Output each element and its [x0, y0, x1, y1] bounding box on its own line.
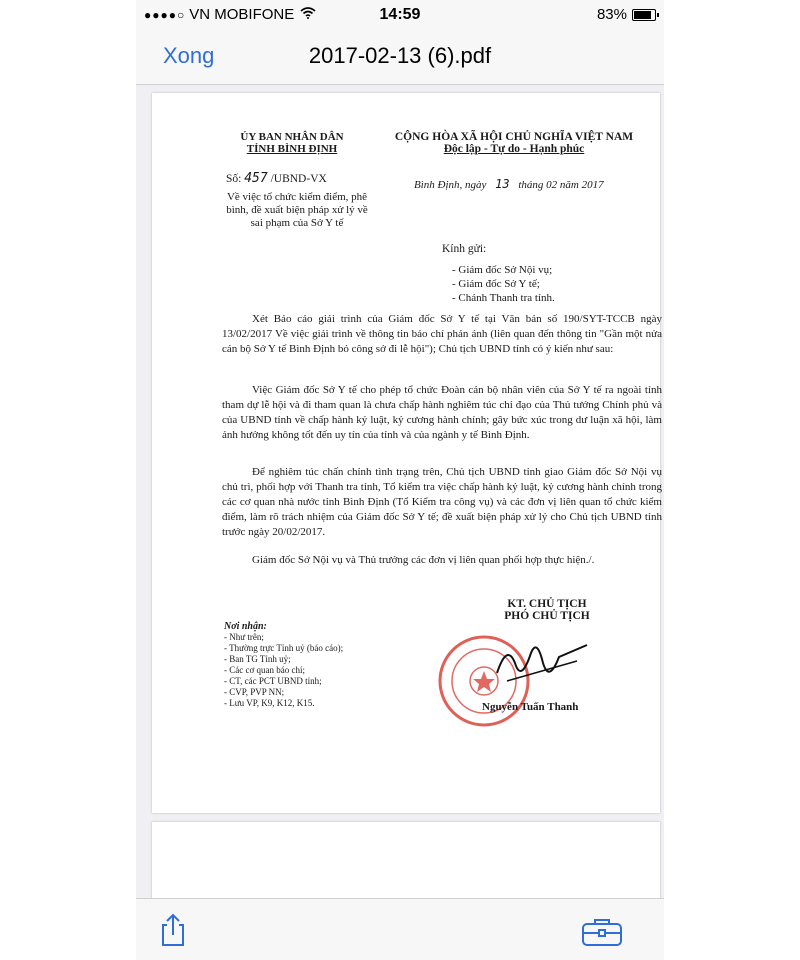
pdf-viewer[interactable]	[136, 85, 664, 898]
recipient-item: - Giám đốc Sở Nội vụ;	[452, 264, 553, 276]
pdf-page-2	[152, 822, 660, 898]
document-title: 2017-02-13 (6).pdf	[308, 43, 492, 68]
recipients-list	[452, 263, 555, 305]
handwritten-signature	[487, 633, 597, 698]
carrier-name: VN MOBIFONE	[189, 6, 295, 23]
distribution-item: - Như trên;	[224, 632, 264, 642]
date-suffix: tháng 02 năm 2017	[518, 179, 604, 191]
battery-fill	[634, 11, 651, 19]
battery-icon	[632, 9, 656, 21]
body-paragraph: Xét Báo cáo giải trình của Giám đốc Sở Y tế tại Văn bản số 190/SYT-TCCB ngày 13/02/2017 Về việc giải trình về thông tin báo chí phản ánh (liên quan đến thông tin "Gần một nửa cán bộ Sở Y tế Bình Định bỏ công sở đi lễ hội"); Chủ tịch UBND tỉnh có ý kiến như sau:	[222, 313, 662, 355]
distribution-item: - CT, các PCT UBND tỉnh;	[224, 676, 322, 686]
pdf-page-1	[152, 93, 660, 813]
briefcase-icon	[581, 934, 623, 951]
body-paragraph: Việc Giám đốc Sở Y tế cho phép tổ chức Đoàn cán bộ nhân viên của Sở Y tế ra ngoài tỉnh tham dự lễ hội và đi tham quan là chưa chấp hành nghiêm túc chỉ đạo của Thủ tướng Chính phủ và của UBND tỉnh về chấp hành kỷ luật, kỷ cương hành chính; gây bức xúc trong dư luận xã hội, làm ảnh hưởng không tốt đến uy tín của tỉnh và của ngành y tế Bình Định.	[222, 384, 662, 441]
status-left	[144, 6, 316, 23]
recipient-item: - Giám đốc Sở Y tế;	[452, 278, 540, 290]
number-suffix: /UBND-VX	[270, 173, 327, 185]
issuer-line1: ỦY BAN NHÂN DÂN	[240, 131, 344, 143]
signature-block	[482, 598, 612, 622]
wifi-icon	[300, 6, 316, 23]
document-date	[414, 177, 604, 191]
issuer-header	[212, 131, 372, 155]
document-subject: Về việc tổ chức kiểm điểm, phê bình, đề xuất biện pháp xử lý về sai phạm của Sở Y tế	[226, 191, 368, 229]
body-paragraph: Để nghiêm túc chấn chỉnh tình trạng trên, Chủ tịch UBND tỉnh giao Giám đốc Sở Nội vụ chủ trì, phối hợp với Thanh tra tỉnh, Tổ kiểm tra việc chấp hành kỷ luật, kỷ cương hành chính trong các cơ quan nhà nước tỉnh Bình Định (Tổ Kiểm tra công vụ) và các đơn vị liên quan tổ chức kiểm điểm, làm rõ trách nhiệm của Giám đốc Sở Y tế; đề xuất biện pháp xử lý cho Chủ tịch UBND tỉnh trước ngày 20/02/2017.	[222, 466, 662, 538]
bottom-toolbar	[136, 898, 664, 960]
done-button[interactable]: Xong	[163, 43, 215, 68]
sign-title-2: PHÓ CHỦ TỊCH	[504, 610, 590, 622]
distribution-list	[224, 621, 343, 709]
signer-name: Nguyễn Tuấn Thanh	[482, 701, 579, 713]
battery-percent: 83%	[596, 6, 627, 23]
distribution-label: Nơi nhận:	[224, 621, 267, 632]
distribution-item: - CVP, PVP NN;	[224, 687, 285, 697]
signal-strength: ●●●●○	[144, 7, 186, 22]
sign-title-1: KT. CHỦ TỊCH	[507, 598, 587, 610]
share-icon	[158, 934, 188, 951]
distribution-item: - Lưu VP, K9, K12, K15.	[224, 698, 315, 708]
document-number	[226, 171, 327, 186]
kinh-gui-label: Kính gửi:	[442, 243, 487, 255]
status-right	[597, 6, 656, 23]
share-button[interactable]	[158, 913, 188, 952]
national-header	[384, 131, 644, 155]
status-bar	[136, 0, 664, 30]
navigation-bar	[136, 30, 664, 85]
national-motto: Độc lập - Tự do - Hạnh phúc	[443, 143, 585, 155]
date-prefix: Bình Định, ngày	[414, 179, 487, 191]
distribution-item: - Thường trực Tỉnh uỷ (báo cáo);	[224, 643, 344, 653]
status-time: 14:59	[379, 6, 421, 23]
national-title: CỘNG HÒA XÃ HỘI CHỦ NGHĨA VIỆT NAM	[394, 131, 634, 143]
number-prefix: Số:	[226, 173, 242, 185]
issuer-line2: TỈNH BÌNH ĐỊNH	[246, 143, 338, 155]
date-day: 13	[495, 177, 510, 191]
markup-toolbox-button[interactable]	[581, 917, 623, 952]
distribution-item: - Ban TG Tỉnh uỷ;	[224, 654, 291, 664]
distribution-item: - Các cơ quan báo chí;	[224, 665, 305, 675]
body-paragraph: Giám đốc Sở Nội vụ và Thủ trưởng các đơn vị liên quan phối hợp thực hiện./.	[252, 554, 595, 566]
recipient-item: - Chánh Thanh tra tỉnh.	[452, 292, 555, 304]
phone-screen	[136, 0, 664, 960]
number-value: 457	[244, 171, 268, 186]
